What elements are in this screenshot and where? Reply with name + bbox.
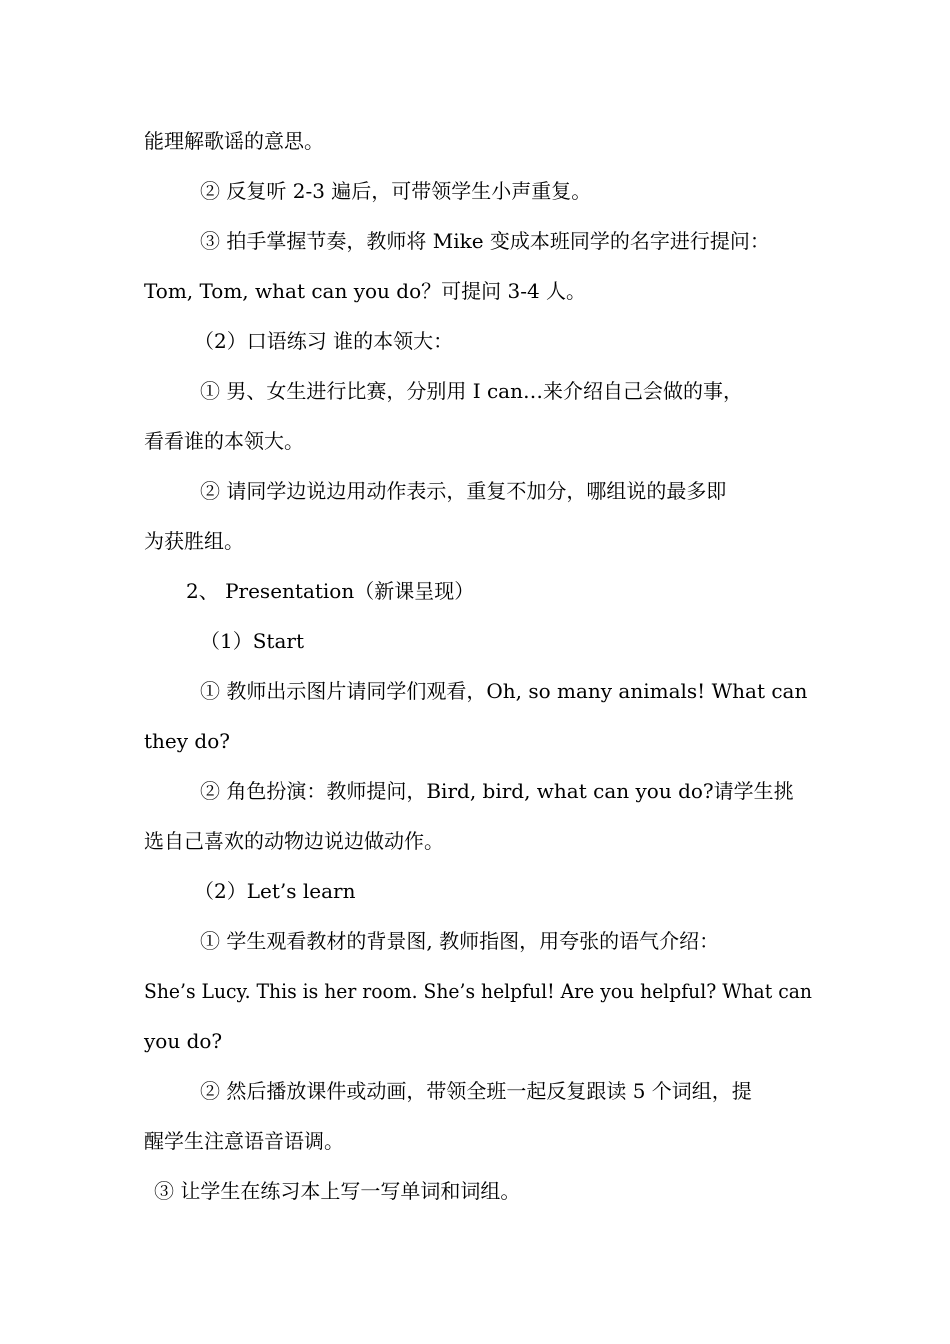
paragraph-line: you do? [144,1029,223,1053]
paragraph-line: ① 学生观看教材的背景图, 教师指图，用夸张的语气介绍： [200,929,720,953]
paragraph-line: they do? [144,729,230,753]
paragraph-line: ② 然后播放课件或动画，带领全班一起反复跟读 5 个词组，提 [200,1079,752,1103]
paragraph-line: （2）口语练习 谁的本领大： [194,329,454,353]
paragraph-line: 为获胜组。 [144,529,244,553]
paragraph-line: ② 请同学边说边用动作表示，重复不加分，哪组说的最多即 [200,479,727,503]
paragraph-line: ③ 拍手掌握节奏，教师将 Mike 变成本班同学的名字进行提问： [200,229,770,253]
paragraph-line: She’s Lucy. This is her room. She’s helpful! Are you helpful? What can [144,979,812,1003]
paragraph-line: ③ 让学生在练习本上写一写单词和词组。 [154,1179,521,1203]
paragraph-line: 看看谁的本领大。 [144,429,304,453]
paragraph-line: （1）Start [200,629,304,653]
paragraph-line: 能理解歌谣的意思。 [144,129,324,153]
paragraph-line: （2）Let’s learn [194,879,356,903]
paragraph-line: Tom, Tom, what can you do？可提问 3-4 人。 [144,279,587,303]
paragraph-line: ② 反复听 2-3 遍后，可带领学生小声重复。 [200,179,592,203]
paragraph-line: ① 男、女生进行比赛，分别用 I can…来介绍自己会做的事， [200,379,743,403]
paragraph-line: ② 角色扮演：教师提问，Bird, bird, what can you do?请学生挑 [200,779,794,803]
paragraph-line: 醒学生注意语音语调。 [144,1129,344,1153]
paragraph-line: ① 教师出示图片请同学们观看，Oh, so many animals! What can [200,679,808,703]
section-heading: 2、 Presentation（新课呈现） [186,579,475,603]
paragraph-line: 选自己喜欢的动物边说边做动作。 [144,829,444,853]
